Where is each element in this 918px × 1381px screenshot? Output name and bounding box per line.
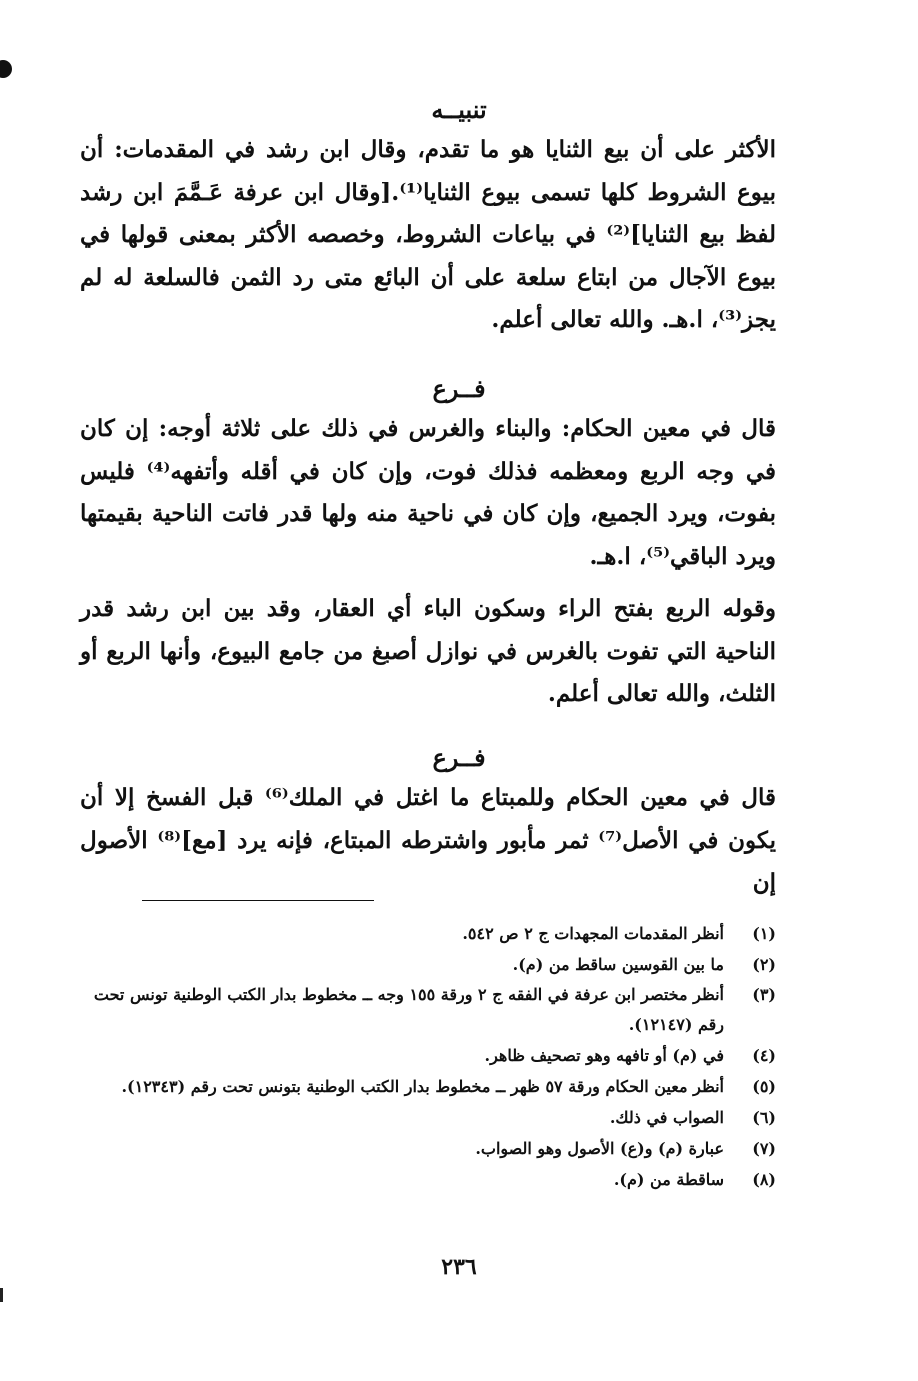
section-heading-far-1: فــرع [432, 374, 486, 403]
footnote-number: (٦) [752, 1108, 776, 1127]
footnote-text: أنظر معين الحكام ورقة ٥٧ ظهر ــ مخطوط بدار الكتب الوطنية بتونس تحت رقم (١٢٣٤٣). [121, 1077, 724, 1096]
footnote-number: (٢) [752, 955, 776, 974]
scan-edge-mark [0, 1288, 3, 1302]
page-number: ٢٣٦ [441, 1254, 477, 1280]
paragraph-far-2: قال في معين الحكام وللمبتاع ما اغتل في الملك⁽⁶⁾ قبل الفسخ إلا أن يكون في الأصل⁽⁷⁾ ثمر مأبور واشترطه المبتاع، فإنه يرد [مع]⁽⁸⁾ الأصول إن [80, 784, 777, 896]
footnote-number: (١) [752, 924, 776, 943]
footnote-text: ساقطة من (م). [613, 1170, 724, 1189]
footnote-item [80, 918, 776, 949]
footnote-item [80, 1164, 776, 1195]
footnote-item [80, 1071, 776, 1102]
footnote-item [80, 980, 776, 1040]
footnote-text: في (م) أو تافهه وهو تصحيف ظاهر. [484, 1046, 724, 1065]
paragraph-far-1-a: قال في معين الحكام: والبناء والغرس في ذلك على ثلاثة أوجه: إن كان في وجه الربع ومعظمه فذلك فوت، وإن كان في أقله وأتفهه⁽⁴⁾ فليس بفوت، ويرد الجميع، وإن كان في ناحية منه ولها قدر فاتت الناحية بقيمتها ويرد الباقي⁽⁵⁾، ا.هـ. [80, 415, 776, 570]
footnote-text: أنظر مختصر ابن عرفة في الفقه ج ٢ ورقة ١٥٥ وجه ــ مخطوط بدار الكتب الوطنية تونس تحت رقم (١٢١٤٧). [93, 985, 724, 1034]
footnote-item [80, 949, 776, 980]
footnote-separator [142, 900, 374, 901]
footnote-number: (٨) [752, 1170, 776, 1189]
section-heading-tanbih: تنبيــه [431, 95, 487, 124]
footnote-text: أنظر المقدمات المجهدات ج ٢ ص ٥٤٢. [462, 924, 724, 943]
footnote-item [80, 1133, 776, 1164]
footnote-text: ما بين القوسين ساقط من (م). [512, 955, 724, 974]
section-heading-far-2: فــرع [432, 743, 486, 772]
footnote-text: عبارة (م) و(ع) الأصول وهو الصواب. [475, 1139, 724, 1158]
footnote-item [80, 1102, 776, 1133]
paragraph-far-1-b: وقوله الربع بفتح الراء وسكون الباء أي العقار، وقد بين ابن رشد قدر الناحية التي تفوت بالغرس في نوازل أصبغ من جامع البيوع، وأنها الربع أو الثلث، والله تعالى أعلم. [80, 595, 776, 707]
footnotes-list [80, 918, 776, 1195]
footnote-number: (٣) [752, 985, 776, 1004]
footnote-item [80, 1040, 776, 1071]
paragraph-tanbih: الأكثر على أن بيع الثنايا هو ما تقدم، وقال ابن رشد في المقدمات: أن بيوع الشروط كلها تسمى بيوع الثنايا⁽¹⁾.[وقال ابن عرفة عَـمَّمَ ابن رشد لفظ بيع الثنايا]⁽²⁾ في بياعات الشروط، وخصصه الأكثر بمعنى قولها في بيوع الآجال من ابتاع سلعة على أن البائع متى رد الثمن فالسلعة له لم يجز⁽³⁾، ا.هـ. والله تعالى أعلم. [80, 136, 776, 333]
footnote-number: (٤) [752, 1046, 776, 1065]
footnote-text: الصواب في ذلك. [609, 1108, 724, 1127]
scan-hole-mark [0, 60, 12, 78]
footnote-number: (٧) [752, 1139, 776, 1158]
footnote-number: (٥) [752, 1077, 776, 1096]
